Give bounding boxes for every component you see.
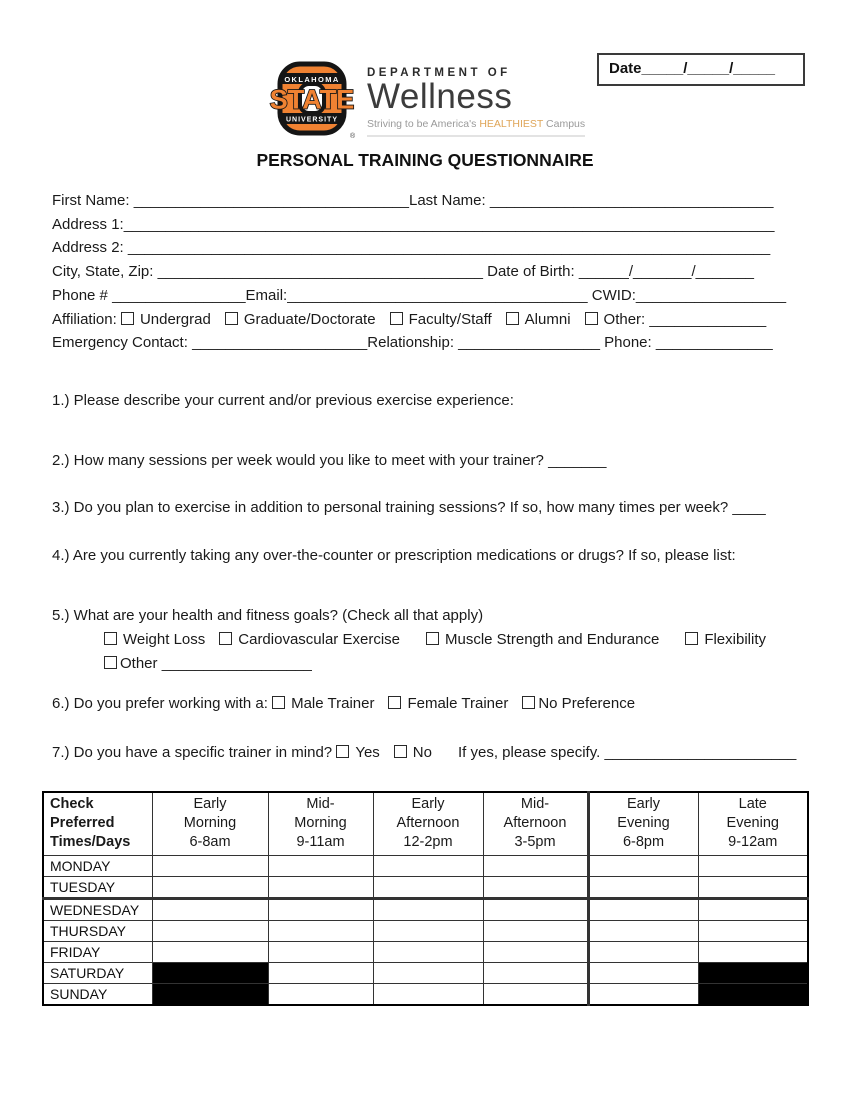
schedule-row (43, 855, 808, 876)
col-header-mid-afternoon: Mid- Afternoon 3-5pm (483, 792, 588, 856)
schedule-header-row (43, 792, 808, 856)
trainer-no-label: No (412, 743, 432, 761)
col-header-early-evening: Early Evening 6-8pm (588, 792, 698, 856)
city-state-zip-label: City, State, Zip: (52, 263, 158, 281)
emergency-line (52, 331, 798, 355)
no-preference-checkbox[interactable] (522, 696, 535, 709)
affiliation-line (52, 308, 798, 332)
schedule-slot[interactable] (588, 941, 698, 962)
emergency-contact-label: Emergency Contact: (52, 334, 193, 352)
schedule-day-label: SATURDAY (43, 962, 152, 983)
schedule-slot[interactable] (152, 920, 268, 941)
col-header-early-afternoon: Early Afternoon 12-2pm (373, 792, 483, 856)
affiliation-other-checkbox[interactable] (585, 312, 598, 325)
schedule-slot[interactable] (268, 983, 373, 1005)
question-4: 4.) Are you currently taking any over-the-counter or prescription medications or drugs? If so, please list: (52, 546, 736, 564)
undergrad-label: Undergrad (139, 310, 211, 328)
tagline-highlight: HEALTHIEST (479, 117, 544, 130)
schedule-slot-blocked (152, 962, 268, 983)
cwid-label: CWID: (587, 286, 636, 304)
emergency-phone-field[interactable]: ______________ (655, 334, 773, 352)
schedule-row (43, 941, 808, 962)
address2-label: Address 2: (52, 239, 128, 257)
page-header (0, 0, 850, 189)
goals-other-field[interactable]: __________________ (161, 654, 312, 672)
logo-wordmark (367, 60, 585, 137)
male-trainer-checkbox[interactable] (272, 696, 285, 709)
wellness-wordmark: Wellness (367, 77, 513, 116)
schedule-slot[interactable] (268, 855, 373, 876)
schedule-slot[interactable] (152, 941, 268, 962)
email-field[interactable]: ____________________________________ (287, 286, 588, 304)
schedule-slot[interactable] (152, 855, 268, 876)
dob-label: Date of Birth: (482, 263, 579, 281)
question-2-field[interactable]: _______ (548, 451, 607, 469)
question-3-field[interactable]: ____ (732, 498, 766, 516)
address2-field[interactable]: _____________________________________________________________________________ (127, 239, 771, 257)
schedule-slot[interactable] (268, 876, 373, 898)
osu-brand-icon (266, 60, 358, 145)
question-2-text: 2.) How many sessions per week would you like to meet with your trainer? (52, 451, 549, 469)
schedule-slot[interactable] (373, 962, 483, 983)
schedule-day-label: FRIDAY (43, 941, 152, 962)
first-name-label: First Name: (52, 192, 134, 209)
name-line (52, 189, 798, 213)
question-5-options (52, 628, 798, 652)
trainer-specify-field[interactable]: _______________________ (604, 743, 797, 761)
schedule-slot[interactable] (373, 855, 483, 876)
schedule-day-label: TUESDAY (43, 876, 152, 898)
form-body (0, 189, 850, 1006)
phone-label: Phone # (52, 286, 113, 304)
corner-line-3: Times/Days (50, 834, 131, 851)
schedule-day-label: MONDAY (43, 855, 152, 876)
female-trainer-label: Female Trainer (407, 694, 509, 712)
first-name-field[interactable]: _________________________________ (133, 192, 409, 209)
cardio-checkbox[interactable] (219, 632, 232, 645)
strength-label: Muscle Strength and Endurance (445, 630, 660, 648)
question-6-text: 6.) Do you prefer working with a: (52, 694, 273, 712)
question-2 (52, 449, 798, 473)
schedule-slot[interactable] (588, 855, 698, 876)
schedule-slot[interactable] (588, 876, 698, 898)
city-dob-line (52, 260, 798, 284)
question-3 (52, 496, 798, 520)
schedule-slot[interactable] (268, 920, 373, 941)
logo-tagline (367, 118, 585, 130)
schedule-slot[interactable] (268, 941, 373, 962)
question-5: 5.) What are your health and fitness goals? (Check all that apply) (52, 606, 484, 624)
address1-label: Address 1: (52, 215, 124, 233)
schedule-slot[interactable] (483, 898, 588, 920)
schedule-slot[interactable] (373, 876, 483, 898)
schedule-day-label: SUNDAY (43, 983, 152, 1005)
page-title: PERSONAL TRAINING QUESTIONNAIRE (256, 150, 594, 170)
schedule-slot[interactable] (373, 898, 483, 920)
trainer-yes-label: Yes (355, 743, 380, 761)
cwid-field[interactable]: __________________ (635, 286, 787, 304)
col-header-early-morning: Early Morning 6-8am (152, 792, 268, 856)
schedule-day-label: THURSDAY (43, 920, 152, 941)
strength-checkbox[interactable] (426, 632, 439, 645)
schedule-body (43, 855, 808, 1005)
no-preference-label: No Preference (538, 694, 636, 712)
relationship-field[interactable]: _________________ (458, 334, 600, 352)
col-header-late-evening: Late Evening 9-12am (698, 792, 808, 856)
affiliation-label: Affiliation: (52, 310, 121, 328)
osu-wellness-logo (266, 60, 585, 145)
male-trainer-label: Male Trainer (291, 694, 375, 712)
phone-field[interactable]: ________________ (112, 286, 246, 304)
svg-text:STATE: STATE (269, 84, 355, 115)
alumni-label: Alumni (524, 310, 571, 328)
schedule-row (43, 876, 808, 898)
schedule-slot[interactable] (483, 983, 588, 1005)
trainer-no-checkbox[interactable] (394, 745, 407, 758)
schedule-slot[interactable] (483, 876, 588, 898)
schedule-slot[interactable] (588, 920, 698, 941)
last-name-field[interactable]: __________________________________ (489, 192, 774, 209)
svg-text:OKLAHOMA: OKLAHOMA (284, 74, 340, 84)
schedule-row (43, 962, 808, 983)
trainer-yes-checkbox[interactable] (336, 745, 349, 758)
schedule-row (43, 920, 808, 941)
question-5-other-row (52, 652, 798, 676)
schedule-slot[interactable] (588, 983, 698, 1005)
schedule-slot[interactable] (588, 898, 698, 920)
emergency-contact-field[interactable]: _____________________ (192, 334, 368, 352)
schedule-slot-blocked (698, 983, 808, 1005)
address2-line (52, 236, 798, 260)
address1-line (52, 213, 798, 237)
schedule-slot[interactable] (373, 983, 483, 1005)
schedule-slot[interactable] (698, 920, 808, 941)
preferred-times-table (42, 791, 809, 1006)
schedule-slot[interactable] (588, 962, 698, 983)
col-header-mid-morning: Mid- Morning 9-11am (268, 792, 373, 856)
schedule-day-label: WEDNESDAY (43, 898, 152, 920)
schedule-slot[interactable] (483, 962, 588, 983)
city-state-zip-field[interactable]: _______________________________________ (157, 263, 483, 281)
relationship-label: Relationship: (367, 334, 459, 352)
goals-other-checkbox[interactable] (104, 656, 117, 669)
schedule-slot[interactable] (373, 920, 483, 941)
graduate-label: Graduate/Doctorate (243, 310, 376, 328)
faculty-checkbox[interactable] (390, 312, 403, 325)
weight-loss-label: Weight Loss (123, 630, 206, 648)
schedule-slot[interactable] (268, 962, 373, 983)
date-field[interactable]: Date_____/_____/_____ (597, 53, 805, 86)
last-name-label: Last Name: (408, 192, 490, 209)
schedule-slot-blocked (152, 983, 268, 1005)
schedule-row (43, 983, 808, 1005)
schedule-slot[interactable] (698, 941, 808, 962)
affiliation-other-label: Other: (603, 310, 650, 328)
schedule-corner-header (43, 792, 152, 856)
question-7 (52, 741, 798, 765)
schedule-slot[interactable] (483, 941, 588, 962)
corner-line-2: Preferred (50, 815, 115, 832)
graduate-checkbox[interactable] (225, 312, 238, 325)
faculty-label: Faculty/Staff (408, 310, 492, 328)
undergrad-checkbox[interactable] (121, 312, 134, 325)
phone-email-line (52, 284, 798, 308)
tagline-suffix: Campus (543, 117, 586, 130)
address1-field[interactable]: ______________________________________________________________________________ (123, 215, 775, 233)
svg-text:®: ® (350, 133, 356, 140)
schedule-slot[interactable] (373, 941, 483, 962)
question-6 (52, 692, 798, 716)
schedule-slot[interactable] (152, 898, 268, 920)
tagline-prefix: Striving to be America's (367, 117, 480, 130)
flexibility-checkbox[interactable] (685, 632, 698, 645)
schedule-slot[interactable] (483, 920, 588, 941)
schedule-slot[interactable] (268, 898, 373, 920)
schedule-row (43, 898, 808, 920)
weight-loss-checkbox[interactable] (104, 632, 117, 645)
schedule-slot[interactable] (698, 876, 808, 898)
svg-text:UNIVERSITY: UNIVERSITY (285, 116, 339, 124)
department-of-label: DEPARTMENT OF (367, 67, 511, 79)
flexibility-label: Flexibility (704, 630, 766, 648)
affiliation-other-field[interactable]: ______________ (649, 310, 767, 328)
question-7-text: 7.) Do you have a specific trainer in mind? (52, 743, 337, 761)
schedule-slot[interactable] (698, 855, 808, 876)
cardio-label: Cardiovascular Exercise (238, 630, 400, 648)
alumni-checkbox[interactable] (506, 312, 519, 325)
schedule-slot-blocked (698, 962, 808, 983)
emergency-phone-label: Phone: (599, 334, 656, 352)
question-1: 1.) Please describe your current and/or previous exercise experience: (52, 391, 514, 409)
female-trainer-checkbox[interactable] (388, 696, 401, 709)
dob-field[interactable]: ______/_______/_______ (578, 263, 755, 281)
question-7-suffix: If yes, please specify. (457, 743, 605, 761)
email-label: Email: (245, 286, 288, 304)
schedule-slot[interactable] (698, 898, 808, 920)
corner-line-1: Check (50, 796, 94, 813)
goals-other-label: Other (120, 654, 162, 672)
schedule-slot[interactable] (152, 876, 268, 898)
schedule-slot[interactable] (483, 855, 588, 876)
question-3-text: 3.) Do you plan to exercise in addition to personal training sessions? If so, how many times per week? (52, 498, 733, 516)
